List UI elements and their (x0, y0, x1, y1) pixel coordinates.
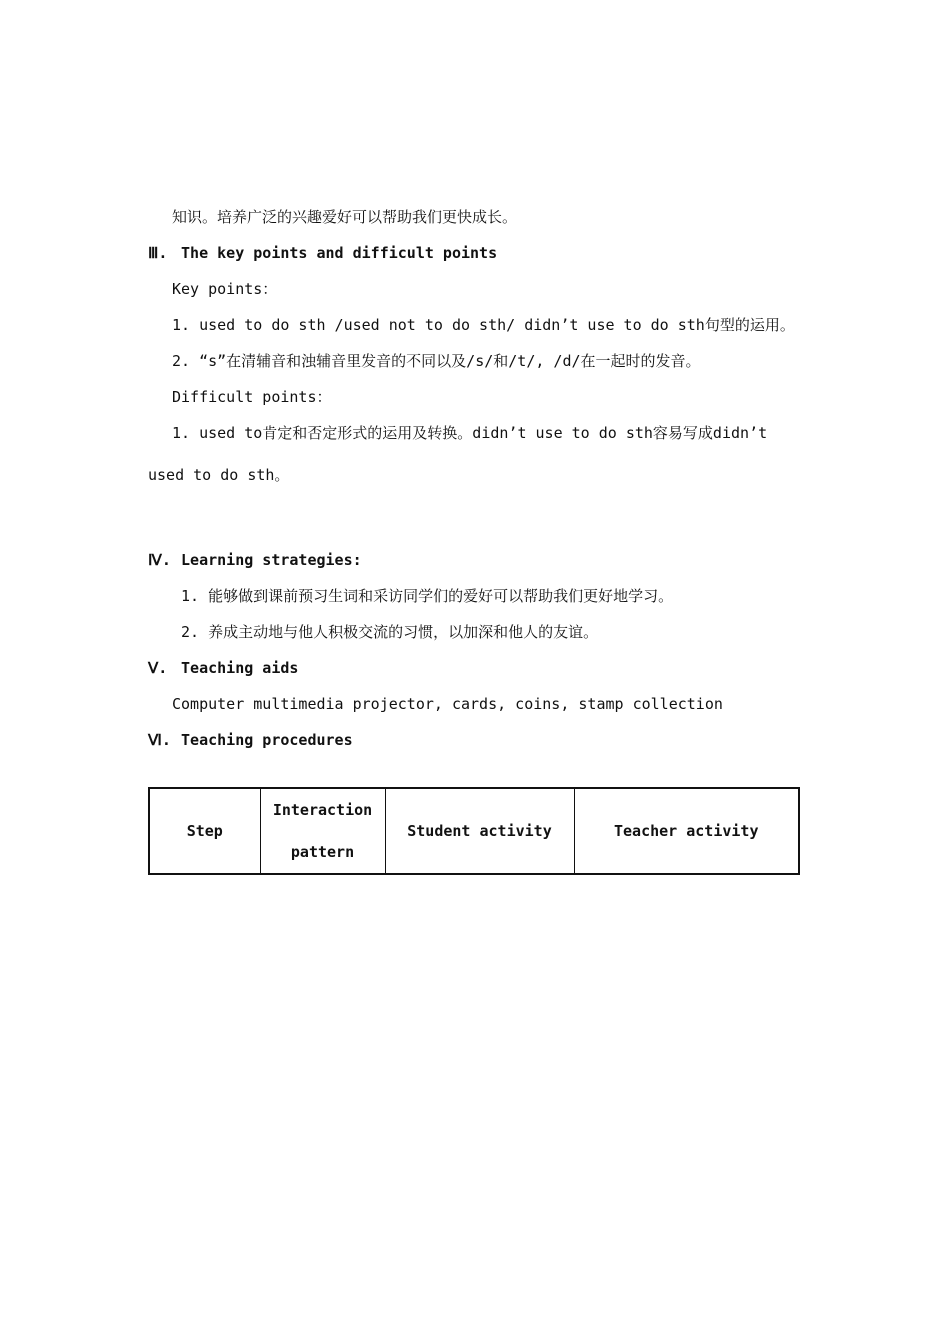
section-5-heading (148, 658, 298, 678)
teaching-aids-content: Computer multimedia projector, cards, coins, stamp collection (172, 695, 723, 713)
section-6-numeral: Ⅵ. (148, 731, 171, 749)
section-6-heading (148, 730, 353, 750)
section-5-numeral: Ⅴ. (148, 659, 168, 677)
section-3-title: The key points and difficult points (181, 244, 498, 262)
section-4-numeral: Ⅳ. (148, 551, 171, 569)
strategy-item-1: 1. 能够做到课前预习生词和采访同学们的爱好可以帮助我们更好地学习。 (181, 587, 674, 605)
strategy-item-2: 2. 养成主动地与他人积极交流的习惯，以加深和他人的友谊。 (181, 623, 599, 641)
section-3-numeral: Ⅲ. (148, 244, 168, 262)
header-interaction-line-1: Interaction (272, 801, 373, 819)
difficult-point-1-line-2: used to do sth。 (148, 466, 290, 484)
key-point-2: 2. “s”在清辅音和浊辅音里发音的不同以及/s/和/t/, /d/在一起时的发音。 (172, 352, 701, 370)
difficult-points-label: Difficult points： (172, 388, 332, 406)
header-teacher-activity: Teacher activity (574, 788, 799, 874)
header-step: Step (149, 788, 260, 874)
teaching-procedures-table (148, 787, 800, 875)
difficult-point-1-line-1: 1. used to肯定和否定形式的运用及转换。didn’t use to do sth容易写成didn’t (172, 424, 768, 442)
section-5-title: Teaching aids (181, 659, 299, 677)
section-4-title: Learning strategies: (181, 551, 362, 569)
table-header-row (149, 788, 799, 874)
header-interaction-line-2: pattern (290, 843, 355, 861)
section-3-heading (148, 243, 497, 263)
key-points-label: Key points： (172, 280, 278, 298)
header-interaction-pattern (260, 788, 385, 874)
section-6-title: Teaching procedures (181, 731, 353, 749)
key-point-1: 1. used to do sth /used not to do sth/ didn’t use to do sth句型的运用。 (172, 316, 795, 334)
intro-continuation-text: 知识。培养广泛的兴趣爱好可以帮助我们更快成长。 (172, 208, 518, 226)
header-student-activity: Student activity (385, 788, 574, 874)
section-4-heading (148, 550, 362, 570)
